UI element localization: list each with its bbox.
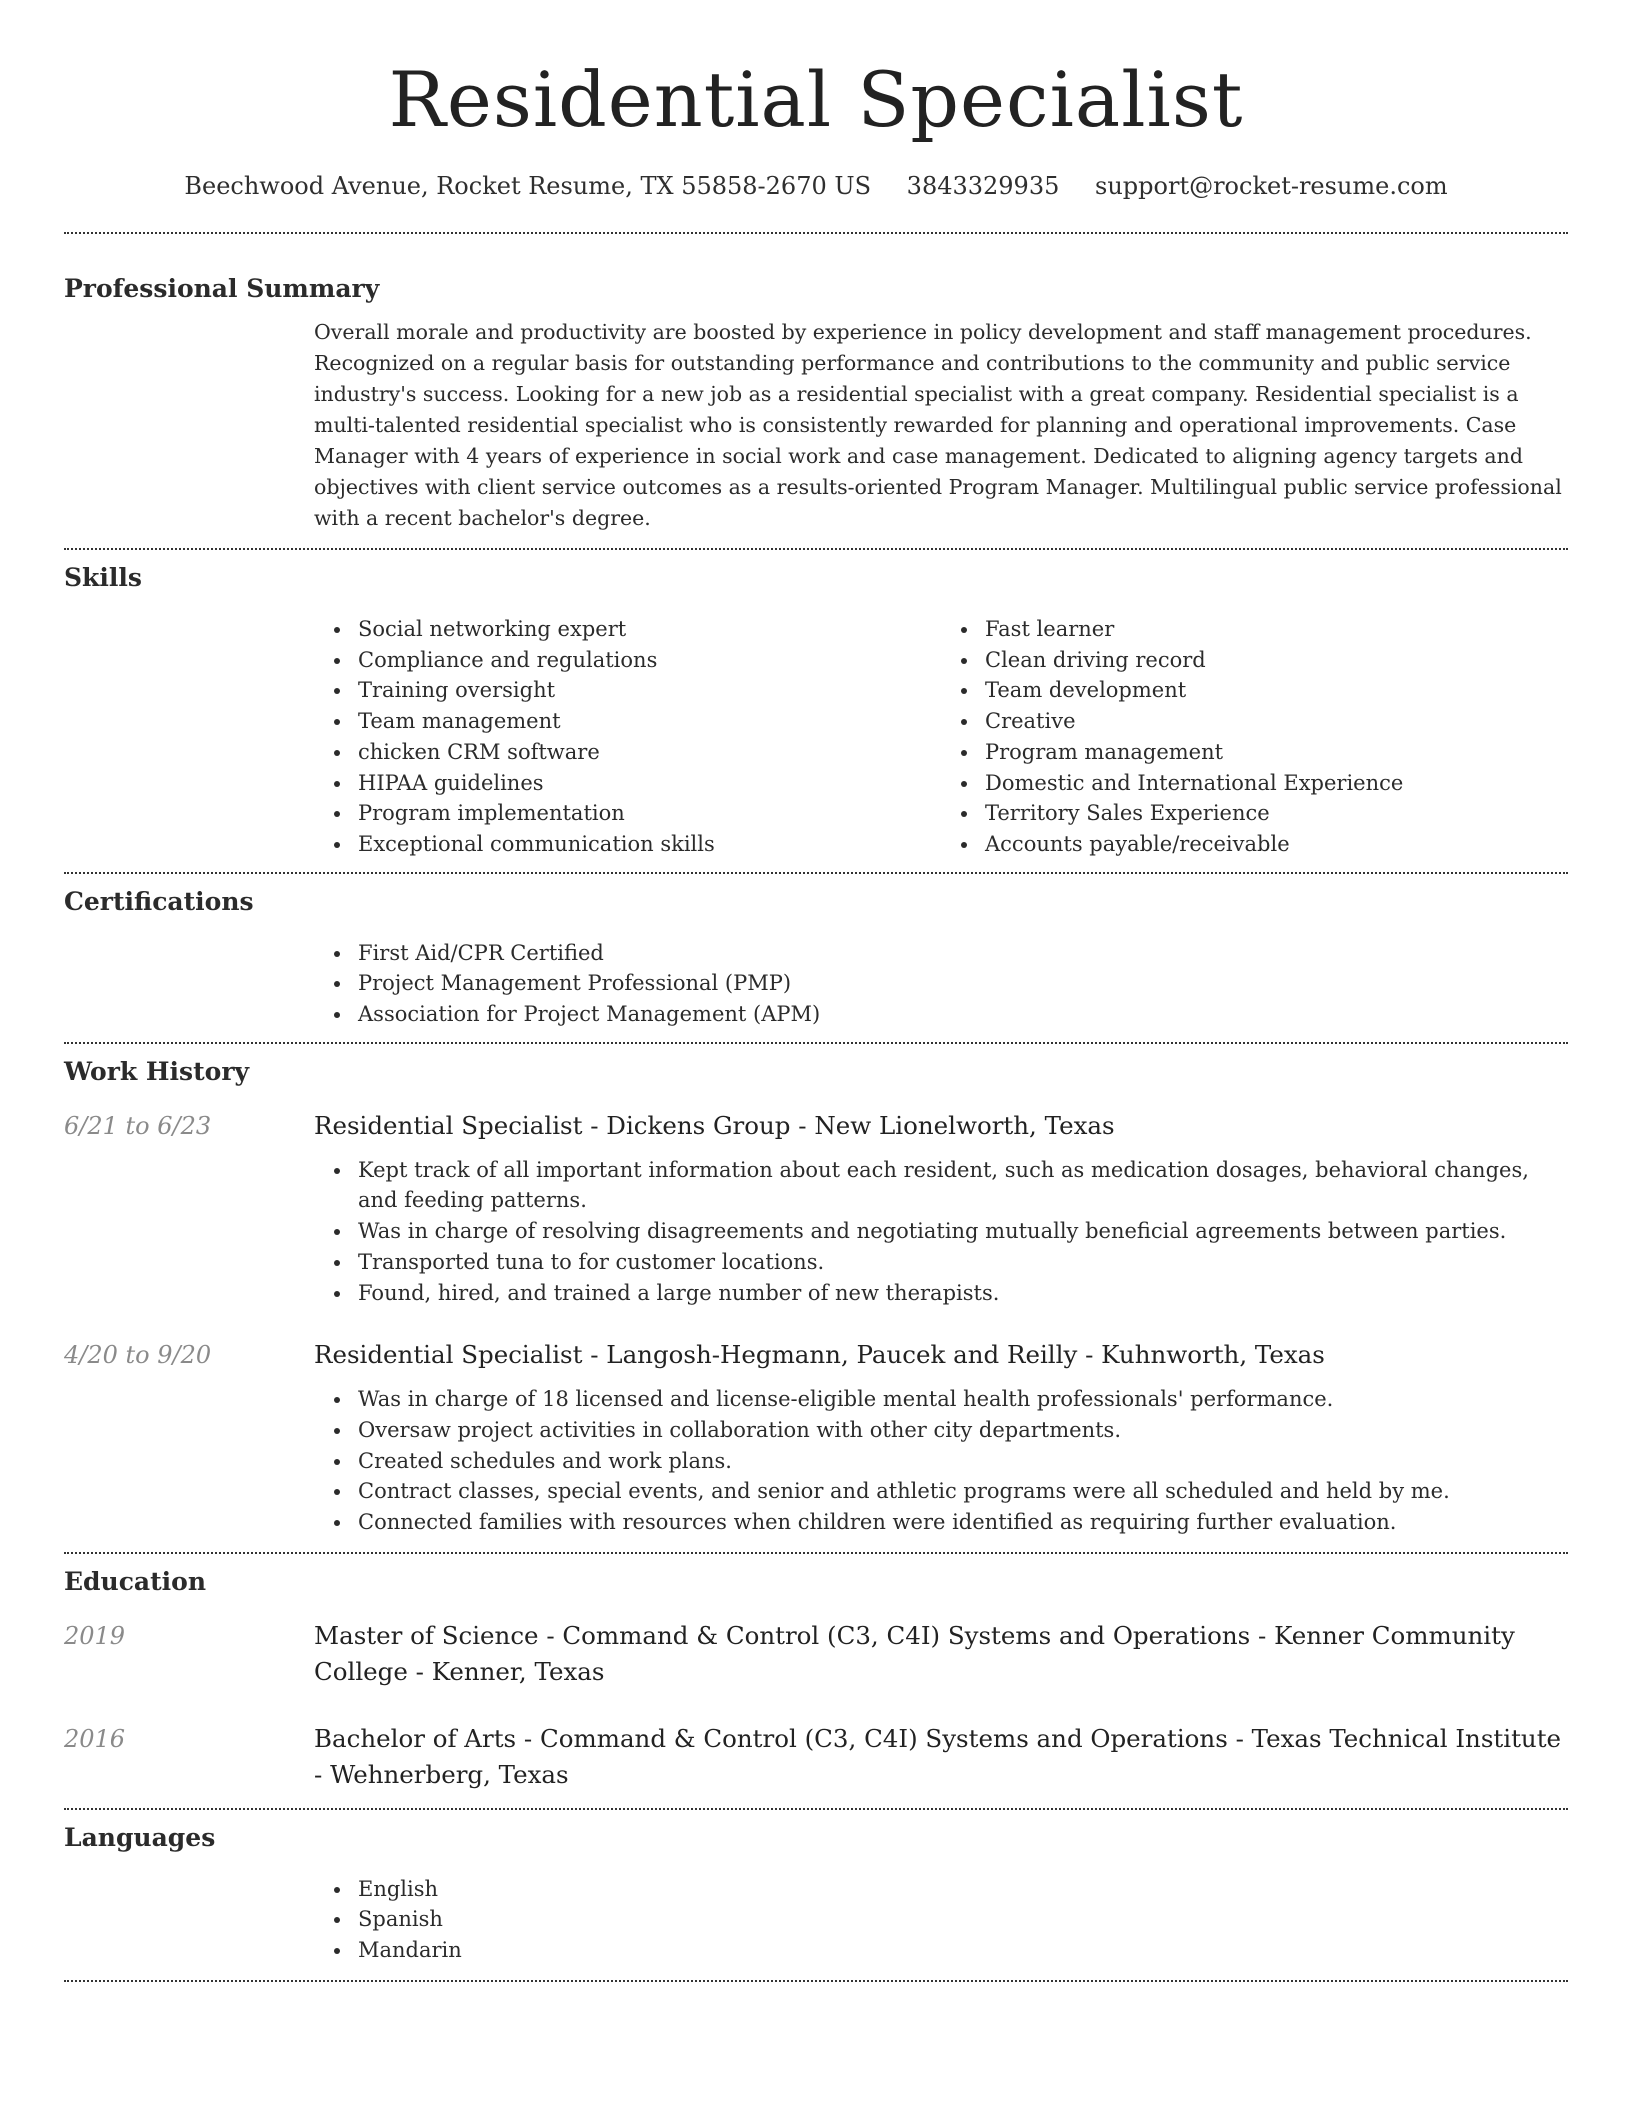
list-item: Accounts payable/receivable <box>985 829 1568 860</box>
divider <box>64 548 1568 550</box>
summary-text: Overall morale and productivity are boosted by experience in policy development and staff management procedures. Recognized on a regular basis for outstanding performance and contributions to the community and public service industry's success. Looking for a new job as a residential specialist with a great company. Residential specialist is a multi-talented residential specialist who is consistently rewarded for planning and operational improvements. Case Manager with 4 years of experience in social work and case management. Dedicated to aligning agency targets and objectives with client service outcomes as a results-oriented Program Manager. Multilingual public service professional with a recent bachelor's degree. <box>314 320 1562 530</box>
skills-title: Skills <box>64 563 142 592</box>
list-item: Contract classes, special events, and senior and athletic programs were all scheduled and held by me. <box>358 1476 1568 1507</box>
list-item: English <box>358 1874 1568 1905</box>
list-item: Exceptional communication skills <box>358 829 941 860</box>
summary-title: Professional Summary <box>64 274 380 303</box>
list-item: Mandarin <box>358 1935 1568 1966</box>
job-dates: 6/21 to 6/23 <box>64 1111 212 1140</box>
list-item: Spanish <box>358 1904 1568 1935</box>
education-heading: Master of Science - Command & Control (C3, C4I) Systems and Operations - Kenner Community College - Kenner, Texas <box>314 1620 1515 1686</box>
list-item: Kept track of all important information about each resident, such as medication dosages, behavioral changes, and feeding patterns. <box>358 1155 1568 1216</box>
education-year: 2016 <box>64 1724 126 1753</box>
divider <box>64 1980 1568 1982</box>
work-history-title: Work History <box>64 1056 250 1086</box>
languages-list <box>314 1874 1568 1966</box>
education-year: 2019 <box>64 1621 126 1650</box>
list-item: Creative <box>985 706 1568 737</box>
divider <box>64 232 1568 234</box>
list-item: Program implementation <box>358 798 941 829</box>
education-heading: Bachelor of Arts - Command & Control (C3, C4I) Systems and Operations - Texas Technical Institute - Wehnerberg, Texas <box>314 1723 1562 1789</box>
resume-name: Residential Specialist <box>388 55 1244 144</box>
list-item: Social networking expert <box>358 614 941 645</box>
divider <box>64 1552 1568 1554</box>
skills-section <box>64 561 1568 860</box>
education-title: Education <box>64 1566 207 1596</box>
list-item: Compliance and regulations <box>358 645 941 676</box>
list-item: Transported tuna to for customer locations. <box>358 1247 1568 1278</box>
list-item: Team management <box>358 706 941 737</box>
job-entry <box>64 1337 1568 1538</box>
list-item: chicken CRM software <box>358 737 941 768</box>
contact-email: support@rocket-resume.com <box>1095 172 1448 200</box>
certifications-section <box>64 885 1568 1030</box>
job-bullets <box>314 1155 1568 1309</box>
list-item: Program management <box>985 737 1568 768</box>
certifications-title: Certifications <box>64 886 254 916</box>
skills-list-right <box>941 614 1568 860</box>
education-section <box>64 1565 1568 1793</box>
list-item: Was in charge of 18 licensed and license-eligible mental health professionals' performance. <box>358 1384 1568 1415</box>
list-item: Training oversight <box>358 675 941 706</box>
languages-title: Languages <box>64 1822 216 1852</box>
job-bullets <box>314 1384 1568 1538</box>
languages-section <box>64 1821 1568 1966</box>
education-entry <box>64 1721 1568 1793</box>
list-item: Created schedules and work plans. <box>358 1446 1568 1477</box>
list-item: Project Management Professional (PMP) <box>358 968 1568 999</box>
list-item: Oversaw project activities in collaboration with other city departments. <box>358 1415 1568 1446</box>
list-item: Territory Sales Experience <box>985 798 1568 829</box>
divider <box>64 1042 1568 1044</box>
job-entry <box>64 1108 1568 1309</box>
job-heading: Residential Specialist - Dickens Group - New Lionelworth, Texas <box>314 1110 1115 1140</box>
list-item: Team development <box>985 675 1568 706</box>
job-dates: 4/20 to 9/20 <box>64 1341 212 1370</box>
contact-line <box>64 170 1568 202</box>
certifications-list <box>314 938 1568 1030</box>
contact-phone: 3843329935 <box>906 172 1060 200</box>
skills-list-left <box>314 614 941 860</box>
divider <box>64 1808 1568 1810</box>
list-item: Association for Project Management (APM) <box>358 999 1568 1030</box>
job-heading: Residential Specialist - Langosh-Hegmann, Paucek and Reilly - Kuhnworth, Texas <box>314 1340 1325 1370</box>
list-item: Connected families with resources when children were identified as requiring further evaluation. <box>358 1507 1568 1538</box>
education-entry <box>64 1618 1568 1690</box>
work-history-section <box>64 1055 1568 1538</box>
list-item: Fast learner <box>985 614 1568 645</box>
list-item: HIPAA guidelines <box>358 768 941 799</box>
list-item: Clean driving record <box>985 645 1568 676</box>
contact-address: Beechwood Avenue, Rocket Resume, TX 55858-2670 US <box>184 172 872 200</box>
summary-section <box>64 272 1568 534</box>
list-item: Found, hired, and trained a large number of new therapists. <box>358 1278 1568 1309</box>
divider <box>64 872 1568 874</box>
list-item: First Aid/CPR Certified <box>358 938 1568 969</box>
list-item: Domestic and International Experience <box>985 768 1568 799</box>
list-item: Was in charge of resolving disagreements and negotiating mutually beneficial agreements between parties. <box>358 1216 1568 1247</box>
